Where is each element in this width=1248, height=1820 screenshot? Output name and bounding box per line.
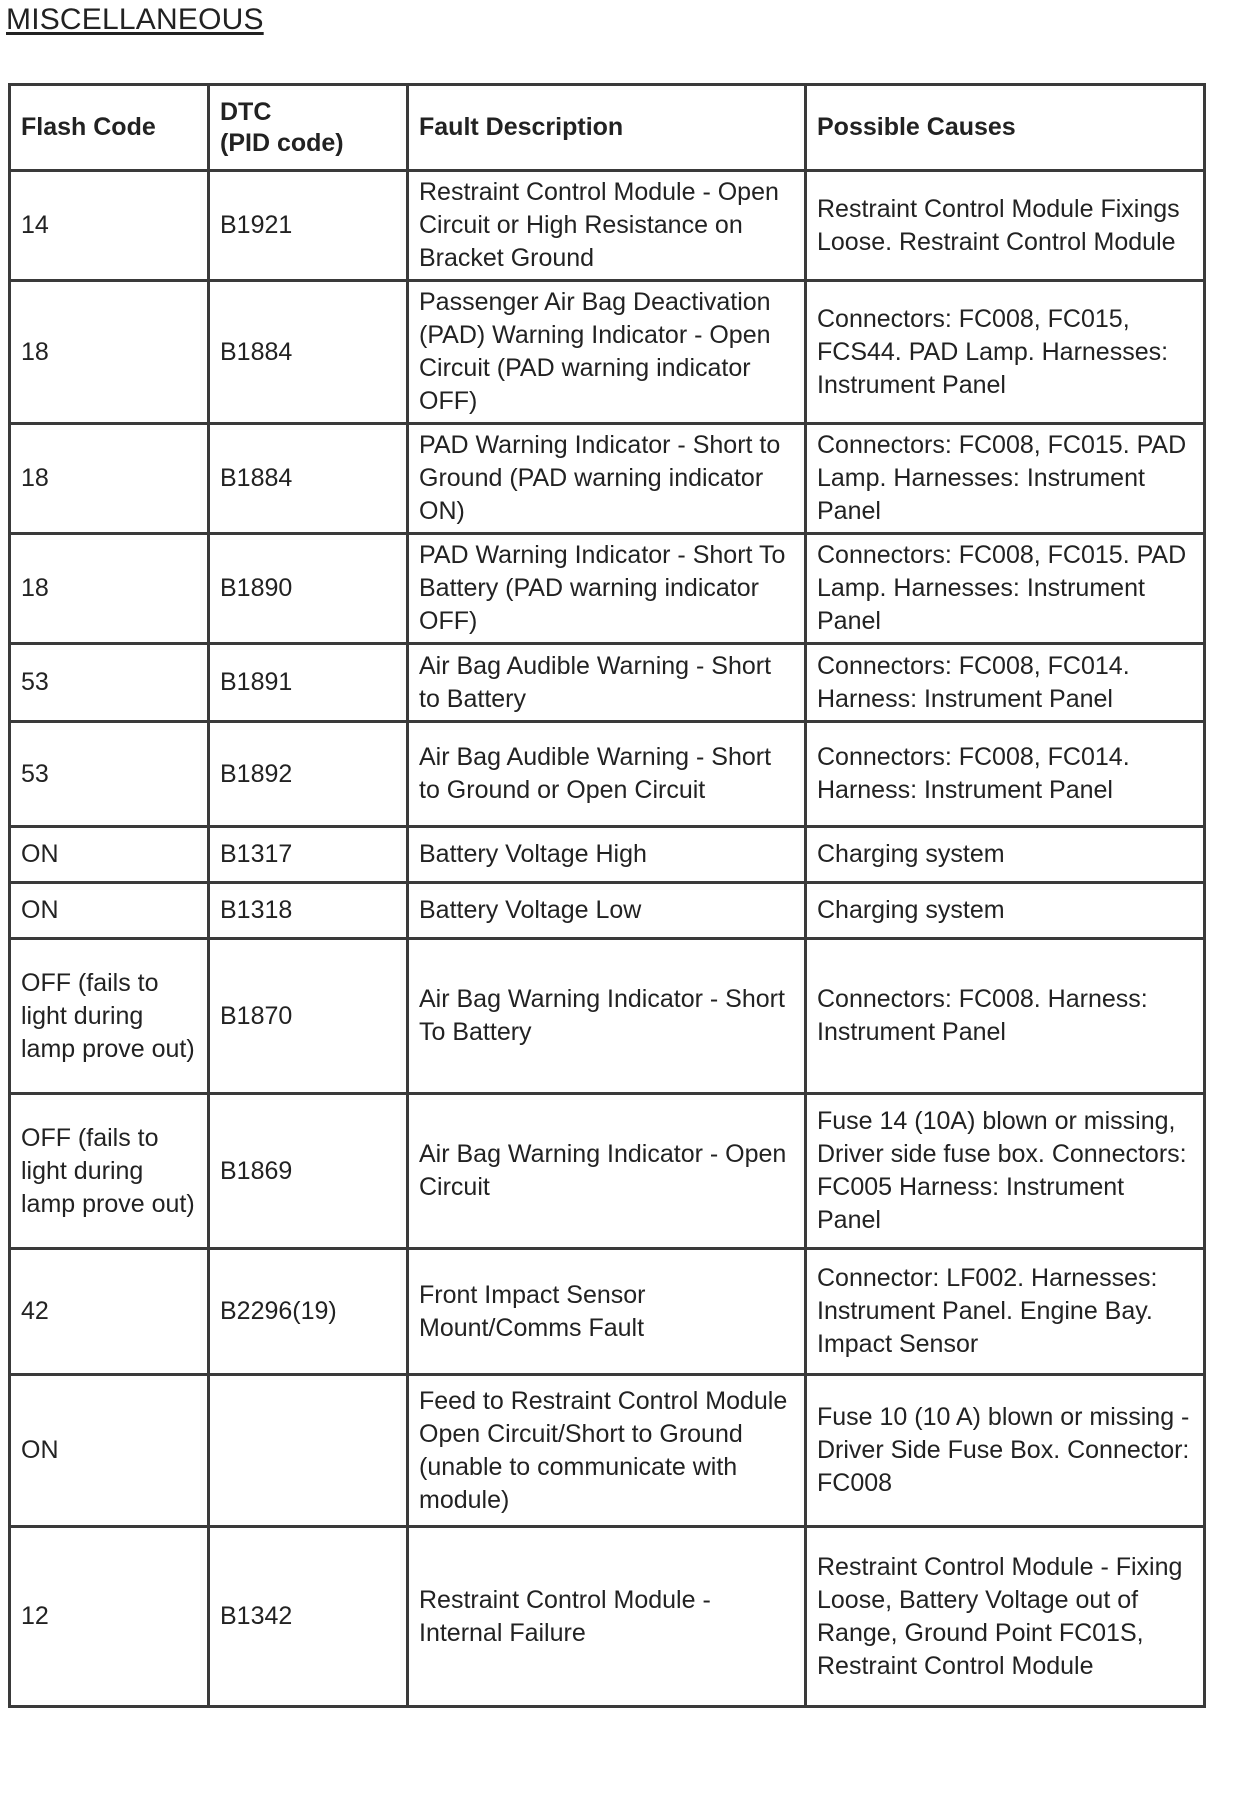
flash-code-cell: ON: [10, 883, 209, 939]
flash-code-cell: ON: [10, 1375, 209, 1527]
possible-causes-cell: Connectors: FC008. Harness: Instrument Panel: [806, 939, 1205, 1094]
table-row: [10, 534, 1205, 644]
possible-causes-cell: Fuse 14 (10A) blown or missing, Driver side fuse box. Connectors: FC005 Harness: Instrument Panel: [806, 1094, 1205, 1249]
possible-causes-cell: Connectors: FC008, FC014. Harness: Instrument Panel: [806, 722, 1205, 827]
fault-description-cell: Front Impact Sensor Mount/Comms Fault: [408, 1249, 806, 1375]
fault-description-cell: Restraint Control Module - Internal Failure: [408, 1527, 806, 1707]
dtc-cell: B1342: [209, 1527, 408, 1707]
header-dtc-line1: DTC: [220, 97, 272, 126]
dtc-cell: B1890: [209, 534, 408, 644]
possible-causes-cell: Restraint Control Module - Fixing Loose, Battery Voltage out of Range, Ground Point FC01S, Restraint Control Module: [806, 1527, 1205, 1707]
fault-description-cell: Battery Voltage High: [408, 827, 806, 883]
header-possible-causes: Possible Causes: [806, 85, 1205, 171]
flash-code-cell: OFF (fails to light during lamp prove out): [10, 939, 209, 1094]
flash-code-cell: 18: [10, 281, 209, 424]
flash-code-cell: 12: [10, 1527, 209, 1707]
table-row: [10, 281, 1205, 424]
flash-code-cell: 42: [10, 1249, 209, 1375]
dtc-cell: B1869: [209, 1094, 408, 1249]
dtc-cell: B1884: [209, 281, 408, 424]
fault-description-cell: Air Bag Audible Warning - Short to Battery: [408, 644, 806, 722]
header-flash-code: Flash Code: [10, 85, 209, 171]
possible-causes-cell: Connectors: FC008, FC015. PAD Lamp. Harnesses: Instrument Panel: [806, 424, 1205, 534]
table-row: [10, 424, 1205, 534]
possible-causes-cell: Connectors: FC008, FC015, FCS44. PAD Lamp. Harnesses: Instrument Panel: [806, 281, 1205, 424]
fault-description-cell: Feed to Restraint Control Module Open Circuit/Short to Ground (unable to communicate with module): [408, 1375, 806, 1527]
flash-code-cell: 18: [10, 534, 209, 644]
fault-code-table: [8, 83, 1206, 1708]
dtc-cell: B1317: [209, 827, 408, 883]
possible-causes-cell: Charging system: [806, 883, 1205, 939]
table-row: [10, 1249, 1205, 1375]
table-row: [10, 171, 1205, 281]
table-row: [10, 1094, 1205, 1249]
fault-description-cell: PAD Warning Indicator - Short To Battery (PAD warning indicator OFF): [408, 534, 806, 644]
fault-description-cell: Air Bag Warning Indicator - Short To Battery: [408, 939, 806, 1094]
fault-description-cell: PAD Warning Indicator - Short to Ground (PAD warning indicator ON): [408, 424, 806, 534]
flash-code-cell: 53: [10, 644, 209, 722]
table-row: [10, 644, 1205, 722]
fault-description-cell: Air Bag Audible Warning - Short to Ground or Open Circuit: [408, 722, 806, 827]
dtc-cell: B1318: [209, 883, 408, 939]
header-dtc-line2: (PID code): [220, 128, 344, 157]
possible-causes-cell: Fuse 10 (10 A) blown or missing - Driver Side Fuse Box. Connector: FC008: [806, 1375, 1205, 1527]
possible-causes-cell: Connector: LF002. Harnesses: Instrument Panel. Engine Bay. Impact Sensor: [806, 1249, 1205, 1375]
page-title: MISCELLANEOUS: [6, 3, 264, 36]
flash-code-cell: 14: [10, 171, 209, 281]
possible-causes-cell: Connectors: FC008, FC014. Harness: Instrument Panel: [806, 644, 1205, 722]
possible-causes-cell: Connectors: FC008, FC015. PAD Lamp. Harnesses: Instrument Panel: [806, 534, 1205, 644]
dtc-cell: B2296(19): [209, 1249, 408, 1375]
table-header-row: [10, 85, 1205, 171]
table-row: [10, 883, 1205, 939]
dtc-cell: B1870: [209, 939, 408, 1094]
table-row: [10, 722, 1205, 827]
dtc-cell: [209, 1375, 408, 1527]
flash-code-cell: 18: [10, 424, 209, 534]
dtc-cell: B1891: [209, 644, 408, 722]
flash-code-cell: ON: [10, 827, 209, 883]
dtc-cell: B1921: [209, 171, 408, 281]
possible-causes-cell: Charging system: [806, 827, 1205, 883]
fault-description-cell: Air Bag Warning Indicator - Open Circuit: [408, 1094, 806, 1249]
table-row: [10, 1375, 1205, 1527]
header-dtc: [209, 85, 408, 171]
possible-causes-cell: Restraint Control Module Fixings Loose. Restraint Control Module: [806, 171, 1205, 281]
table-row: [10, 939, 1205, 1094]
table-row: [10, 1527, 1205, 1707]
flash-code-cell: 53: [10, 722, 209, 827]
table-row: [10, 827, 1205, 883]
header-fault-description: Fault Description: [408, 85, 806, 171]
dtc-cell: B1892: [209, 722, 408, 827]
fault-description-cell: Restraint Control Module - Open Circuit or High Resistance on Bracket Ground: [408, 171, 806, 281]
dtc-cell: B1884: [209, 424, 408, 534]
fault-description-cell: Passenger Air Bag Deactivation (PAD) Warning Indicator - Open Circuit (PAD warning indicator OFF): [408, 281, 806, 424]
fault-description-cell: Battery Voltage Low: [408, 883, 806, 939]
flash-code-cell: OFF (fails to light during lamp prove out): [10, 1094, 209, 1249]
